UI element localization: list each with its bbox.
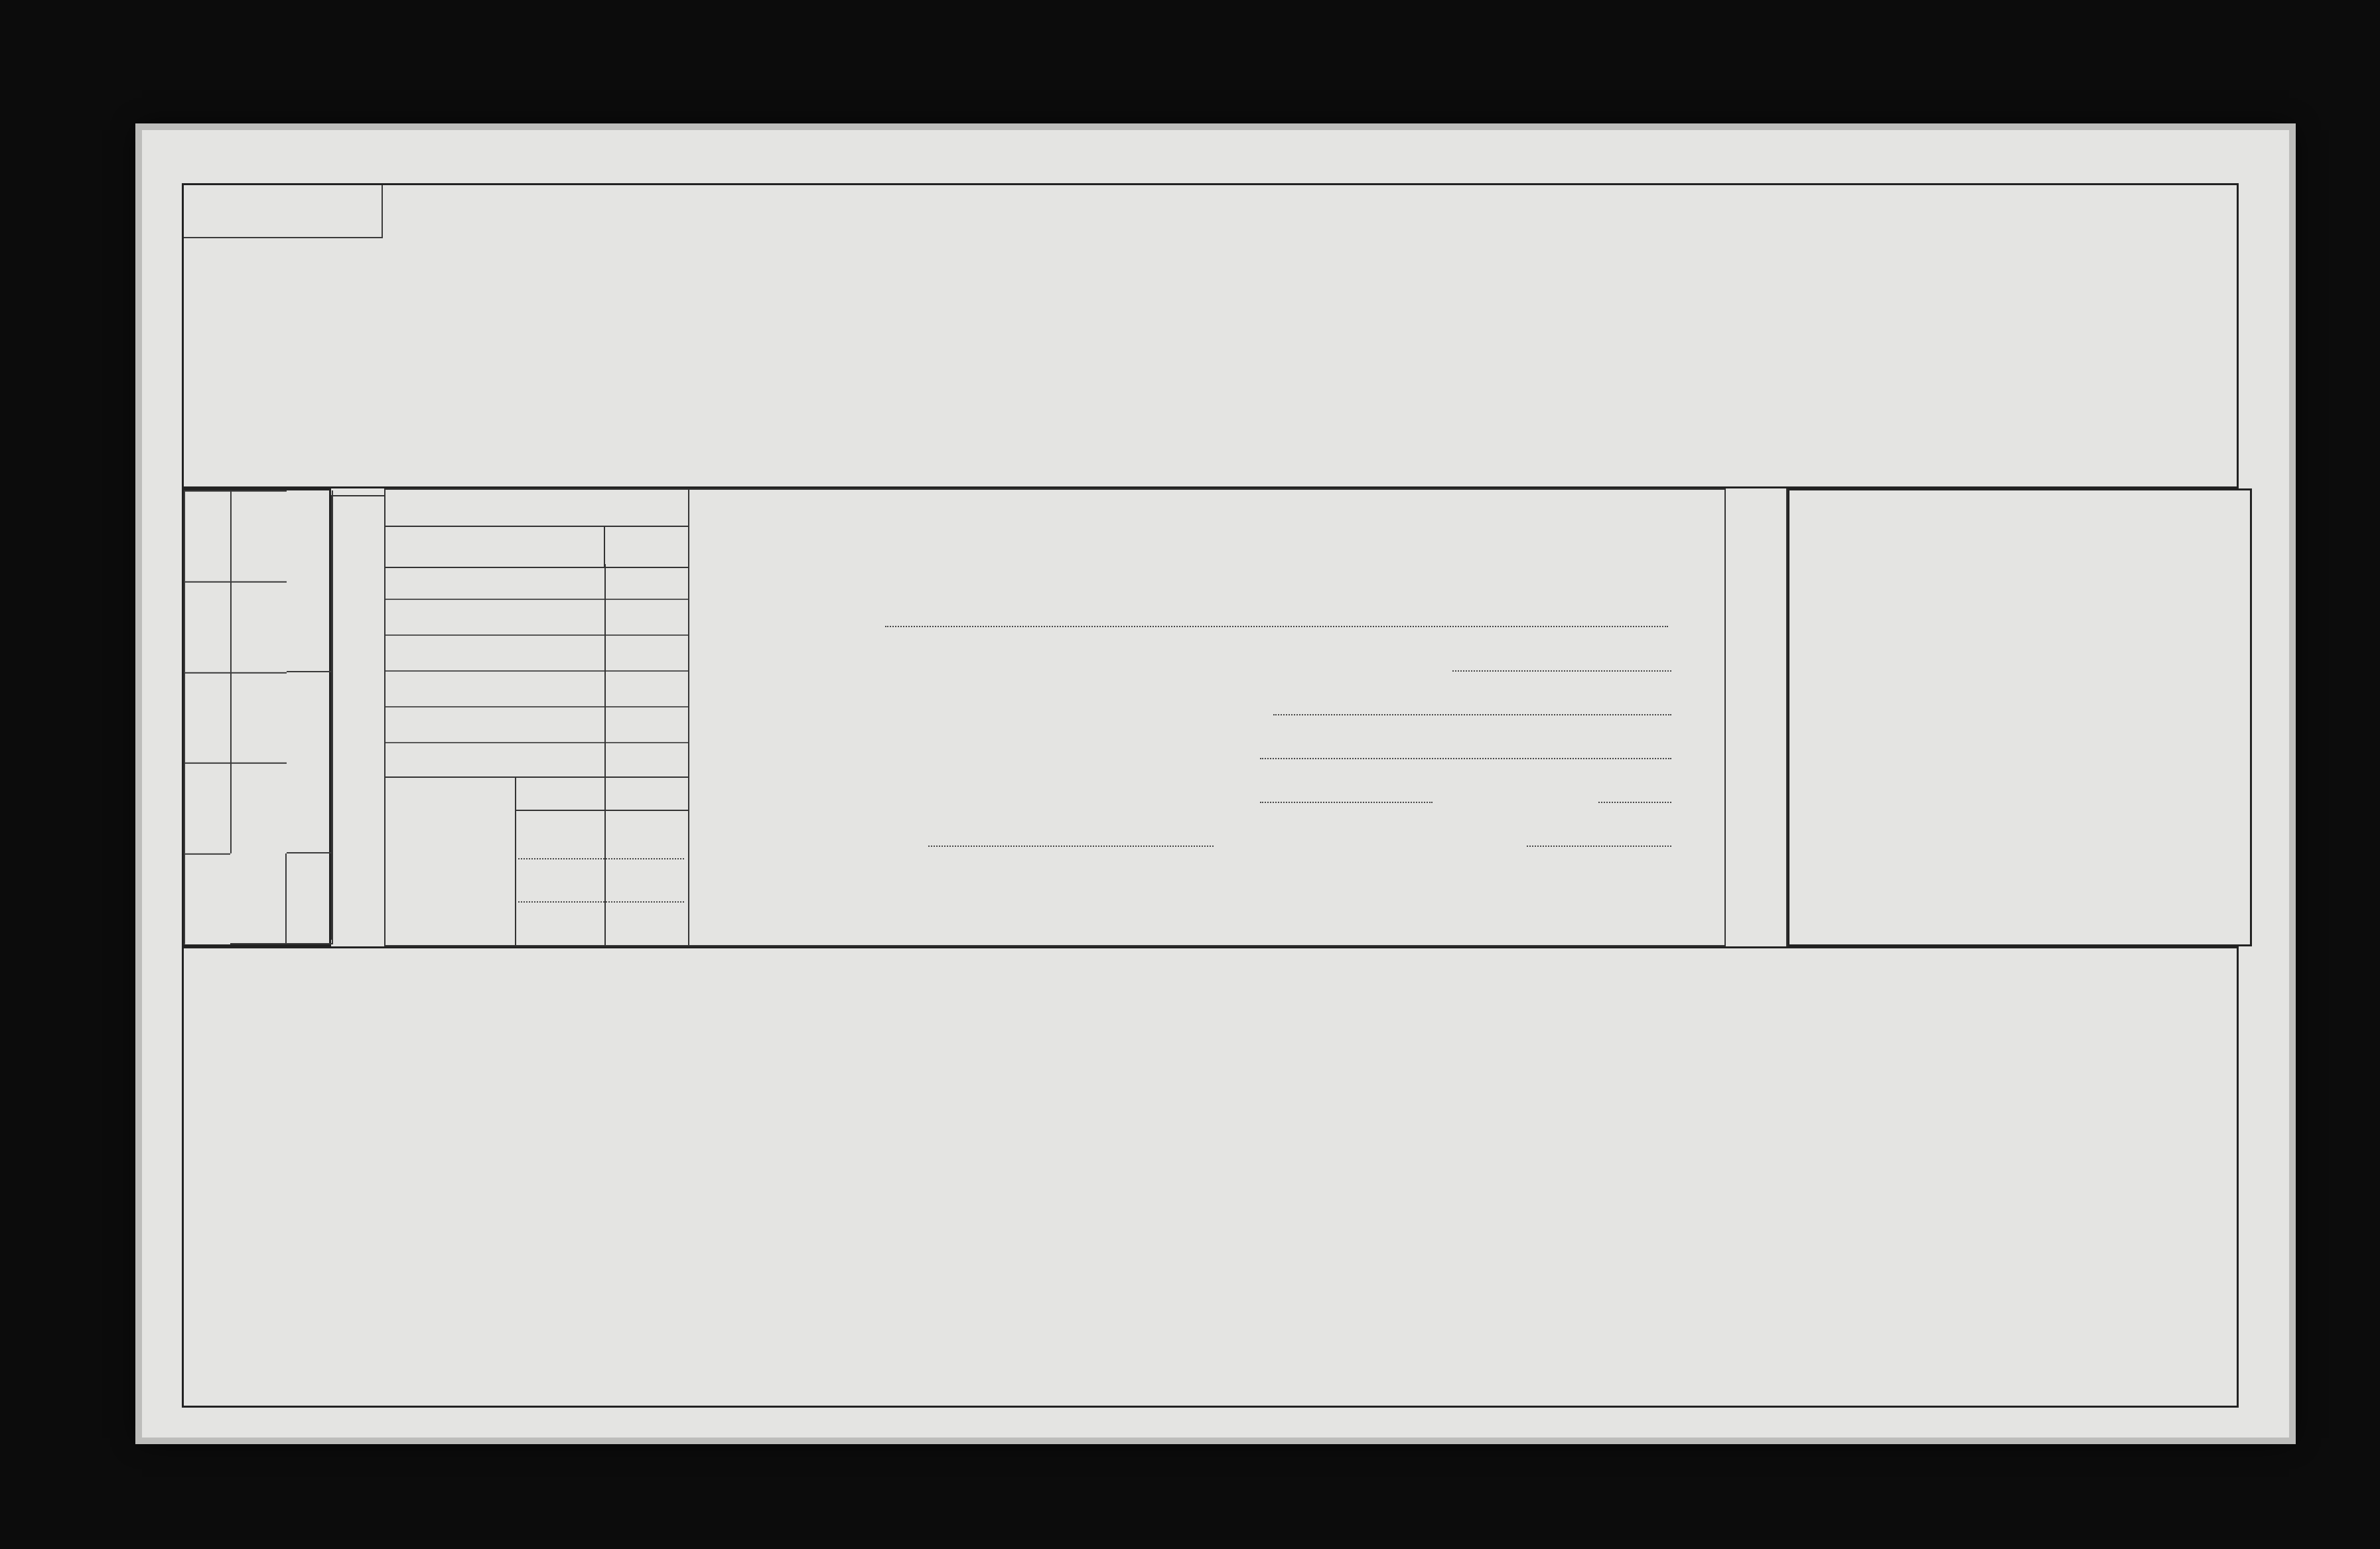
sown-area-table <box>182 183 2239 488</box>
workers-blank <box>230 853 287 944</box>
row-label-total <box>184 185 383 238</box>
row-num-134 <box>184 853 230 944</box>
workers-blank-cell <box>287 853 333 944</box>
trade-qty-col <box>605 527 688 567</box>
hired-workers-caption <box>331 495 384 940</box>
trade-name-col <box>385 527 605 567</box>
row-num-131 <box>184 581 230 672</box>
trade-header <box>385 490 688 527</box>
trade-block <box>384 488 689 946</box>
census-card <box>142 130 2289 1438</box>
row-num-132 <box>184 672 230 763</box>
workers-annual-label <box>230 490 287 581</box>
private-households-block <box>689 488 1724 946</box>
workers-term-label <box>230 581 287 672</box>
workers-daily-label <box>230 672 287 763</box>
hand-mark <box>287 672 333 854</box>
population-table <box>1787 488 2252 946</box>
population-caption <box>1724 488 1787 946</box>
hand-mark <box>287 490 333 672</box>
lease-table <box>182 946 2239 1408</box>
workers-piece-label <box>230 763 287 853</box>
row-num-130 <box>184 490 230 581</box>
hired-workers-table <box>182 488 331 946</box>
row-num-133 <box>184 763 230 853</box>
